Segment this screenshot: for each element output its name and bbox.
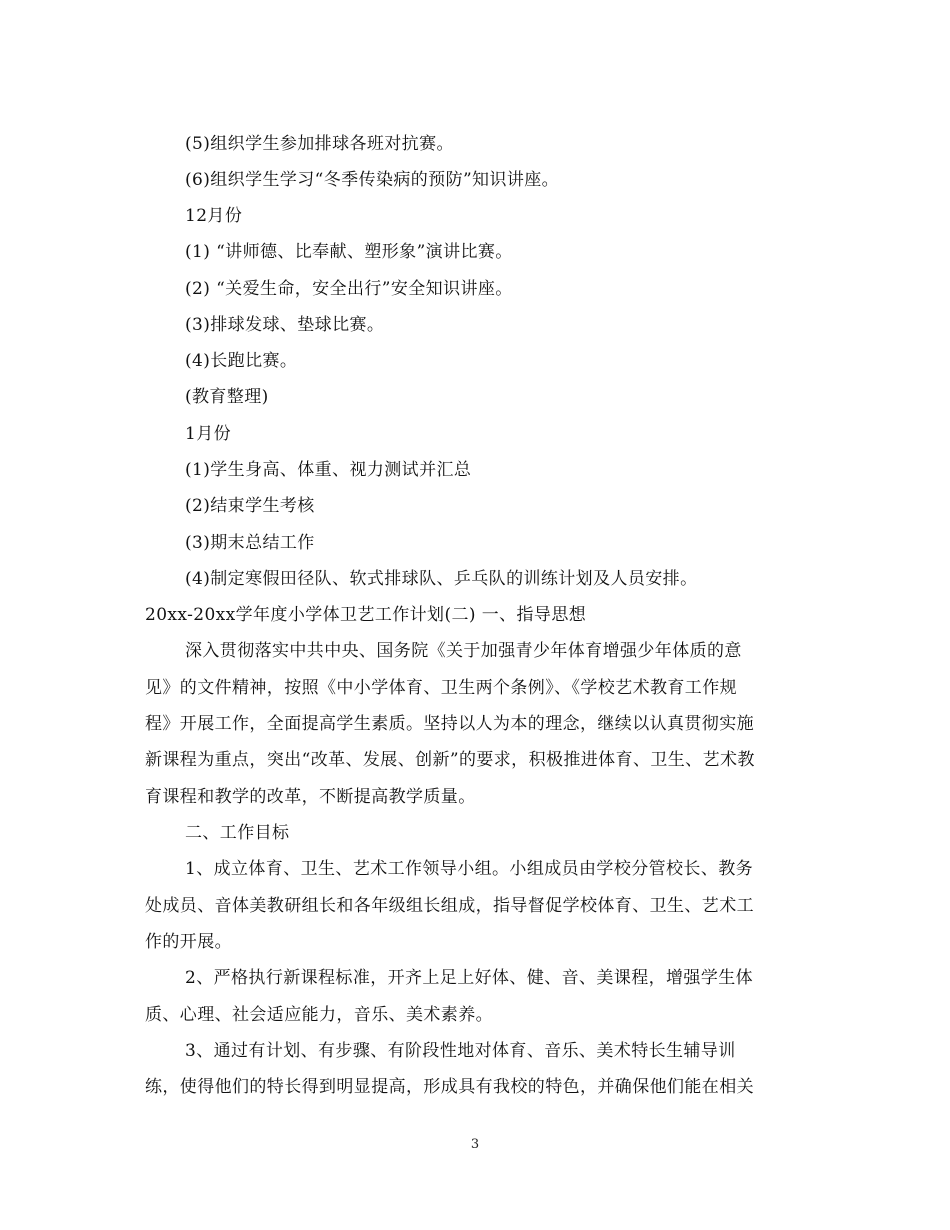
text-line: 2、严格执行新课程标准，开齐上足上好体、健、音、美课程，增强学生体 [185, 968, 754, 988]
text-line: (4)长跑比赛。 [185, 351, 298, 371]
text-line: (1)学生身高、体重、视力测试并汇总 [185, 460, 472, 480]
text-line: 3、通过有计划、有步骤、有阶段性地对体育、音乐、美术特长生辅导训 [185, 1041, 736, 1061]
text-line: 深入贯彻落实中共中央、国务院《关于加强青少年体育增强少年体质的意 [185, 641, 742, 661]
text-line: 12月份 [185, 206, 243, 226]
text-line: 处成员、音体美教研组长和各年级组长组成，指导督促学校体育、卫生、艺术工 [145, 896, 754, 916]
page-number: 3 [470, 1137, 480, 1152]
text-line: (教育整理) [185, 387, 269, 407]
text-line: (3)排球发球、垫球比赛。 [185, 315, 385, 335]
text-line: (3)期末总结工作 [185, 533, 315, 553]
text-line: 1月份 [185, 424, 232, 444]
text-line: (2) “关爱生命，安全出行”安全知识讲座。 [185, 279, 513, 299]
text-line: (5)组织学生参加排球各班对抗赛。 [185, 134, 454, 154]
text-line: 作的开展。 [145, 932, 232, 952]
text-line: 质、心理、社会适应能力，音乐、美术素养。 [145, 1005, 493, 1025]
text-line: 见》的文件精神，按照《中小学体育、卫生两个条例》、《学校艺术教育工作规 [145, 678, 737, 698]
text-line: 程》开展工作，全面提高学生素质。坚持以人为本的理念，继续以认真贯彻实施 [145, 714, 754, 734]
text-line: 育课程和教学的改革，不断提高教学质量。 [145, 787, 476, 807]
section-heading: 20xx-20xx学年度小学体卫艺工作计划(二) 一、指导思想 [145, 605, 587, 625]
text-line: 练，使得他们的特长得到明显提高，形成具有我校的特色，并确保他们能在相关 [145, 1077, 754, 1097]
text-line: (6)组织学生学习“冬季传染病的预防”知识讲座。 [185, 170, 560, 190]
text-line: 1、成立体育、卫生、艺术工作领导小组。小组成员由学校分管校长、教务 [185, 859, 754, 879]
text-line: (2)结束学生考核 [185, 496, 315, 516]
text-line: (1) “讲师德、比奉献、塑形象”演讲比赛。 [185, 242, 513, 262]
text-line: 新课程为重点，突出“改革、发展、创新”的要求，积极推进体育、卫生、艺术教 [145, 750, 755, 770]
section-heading: 二、工作目标 [185, 823, 290, 843]
text-line: (4)制定寒假田径队、软式排球队、乒乓队的训练计划及人员安排。 [185, 569, 698, 589]
